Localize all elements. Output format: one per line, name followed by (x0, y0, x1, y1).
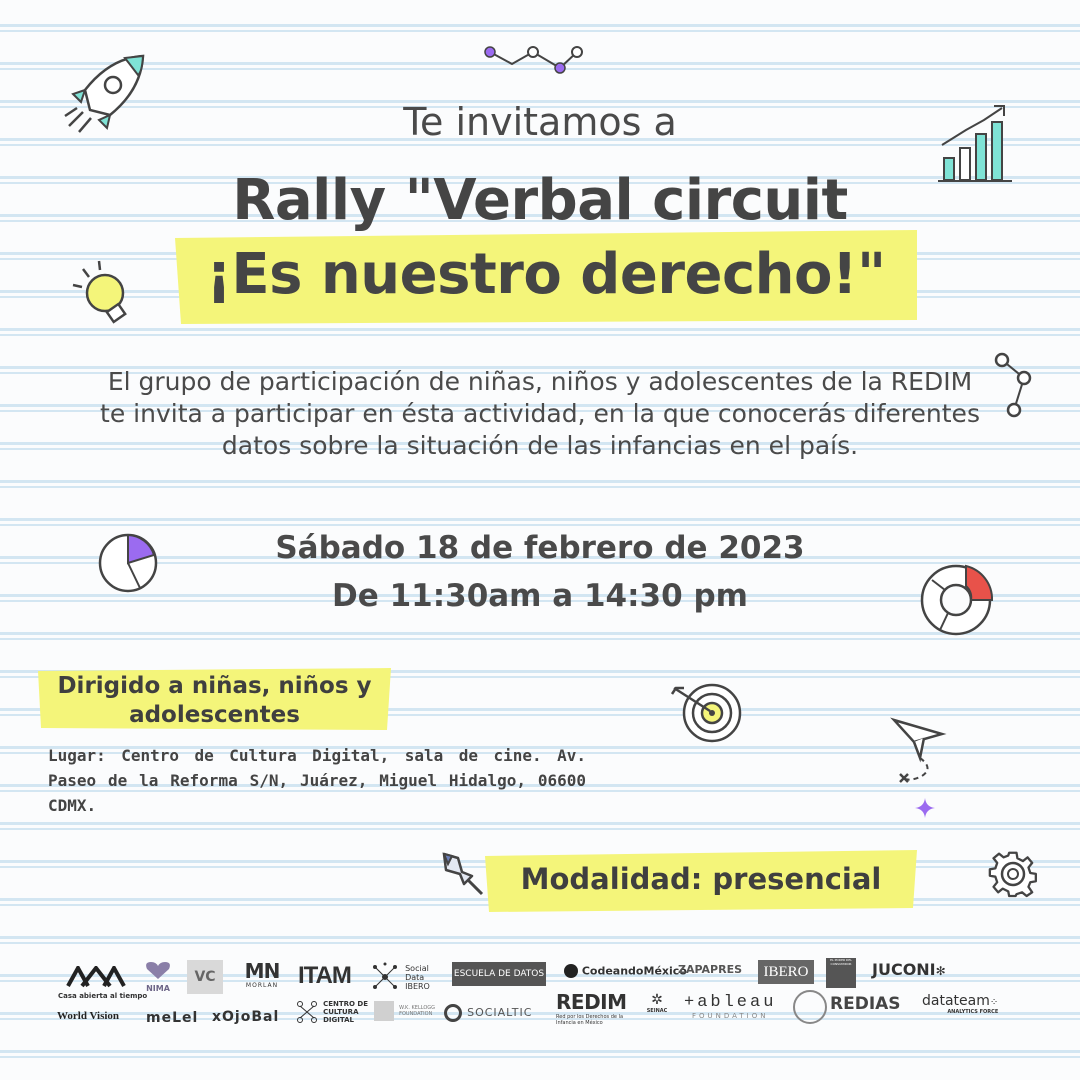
escuela-de-datos-logo: ESCUELA DE DATOS (452, 962, 546, 986)
target-audience: Dirigido a niñas, niños y adolescentes (57, 673, 372, 728)
nima-heart-icon (144, 960, 172, 980)
kellogg-logo: W.K. KELLOGG FOUNDATION (374, 1000, 439, 1021)
event-time: De 11:30am a 14:30 pm (332, 578, 748, 614)
itam-logo: ITAM (298, 962, 351, 989)
sparkle-icon (914, 797, 936, 819)
target-icon (668, 680, 746, 750)
network-nodes-icon (990, 348, 1040, 423)
ibero-logo: IBERO (758, 960, 814, 984)
centro-cultura-digital-logo: CENTRO DE CULTURA DIGITAL (296, 1000, 371, 1024)
intro-text: Te invitamos a (403, 100, 677, 144)
event-location: Lugar: Centro de Cultura Digital, sala de cine. Av. Paseo de la Reforma S/N, Juárez, Miguel Hidalgo, 06600 CDMX. (48, 746, 586, 815)
ccd-nodes-icon (296, 1000, 318, 1024)
tableau-foundation-logo: +ableau FOUNDATION (684, 993, 777, 1020)
line-chart-icon (480, 40, 590, 80)
datateam-dots-icon: ⁘ (989, 997, 999, 1008)
uam-logo: Casa abierta al tiempo (58, 966, 133, 1000)
seinac-logo: ✲ SEINAC (642, 992, 672, 1014)
vc-logo: VC (187, 960, 223, 994)
gear-icon (988, 850, 1038, 900)
socialtic-logo: SOCIALTIC (444, 1002, 532, 1022)
codeando-badge-icon (564, 964, 578, 978)
morlan-logo: MN MORLAN (244, 959, 280, 989)
push-pin-icon (438, 850, 486, 898)
seinac-mark-icon: ✲ (651, 992, 663, 1008)
redias-logo: REDIAS (830, 994, 901, 1014)
uam-mark-icon (66, 966, 126, 988)
event-title-line1: Rally "Verbal circuit (232, 168, 848, 233)
light-bulb-icon (65, 255, 140, 330)
event-date: Sábado 18 de febrero de 2023 (275, 530, 805, 566)
melel-logo: meLel (146, 1010, 199, 1026)
juconi-logo: JUCONI✻ (872, 960, 946, 979)
world-vision-logo: World Vision (57, 1010, 120, 1022)
socialtic-circle-icon (444, 1004, 462, 1022)
xojobal-logo: xOjoBal (212, 1009, 280, 1025)
zapapres-logo: ZAPAPRES (678, 963, 743, 976)
poder-consumidor-logo: EL PODER DEL CONSUMIDOR (826, 958, 856, 988)
paper-plane-icon (888, 712, 948, 792)
socialdata-logo: Social Data IBERO (370, 962, 449, 992)
juconi-figure-icon: ✻ (935, 964, 946, 978)
network-dots-icon (370, 962, 400, 992)
codeando-mexico-logo: CodeandoMéxico (564, 964, 687, 978)
seal-logo (793, 990, 827, 1024)
kellogg-mark-icon (374, 1001, 394, 1021)
event-description: El grupo de participación de niñas, niños y adolescentes de la REDIM te invita a participar en ésta actividad, en la que conocerás diferentes datos sobre la situación de las infancias en el país. (100, 367, 980, 460)
event-modality: Modalidad: presencial (520, 862, 882, 896)
redim-logo: REDIM Red por los Derechos de la Infancia en México (556, 990, 627, 1026)
nima-logo: NIMA (138, 960, 178, 993)
datateam-logo: datateam⁘ ANALYTICS FORCE (922, 993, 999, 1015)
event-title-line2: ¡Es nuestro derecho!" (206, 242, 886, 307)
